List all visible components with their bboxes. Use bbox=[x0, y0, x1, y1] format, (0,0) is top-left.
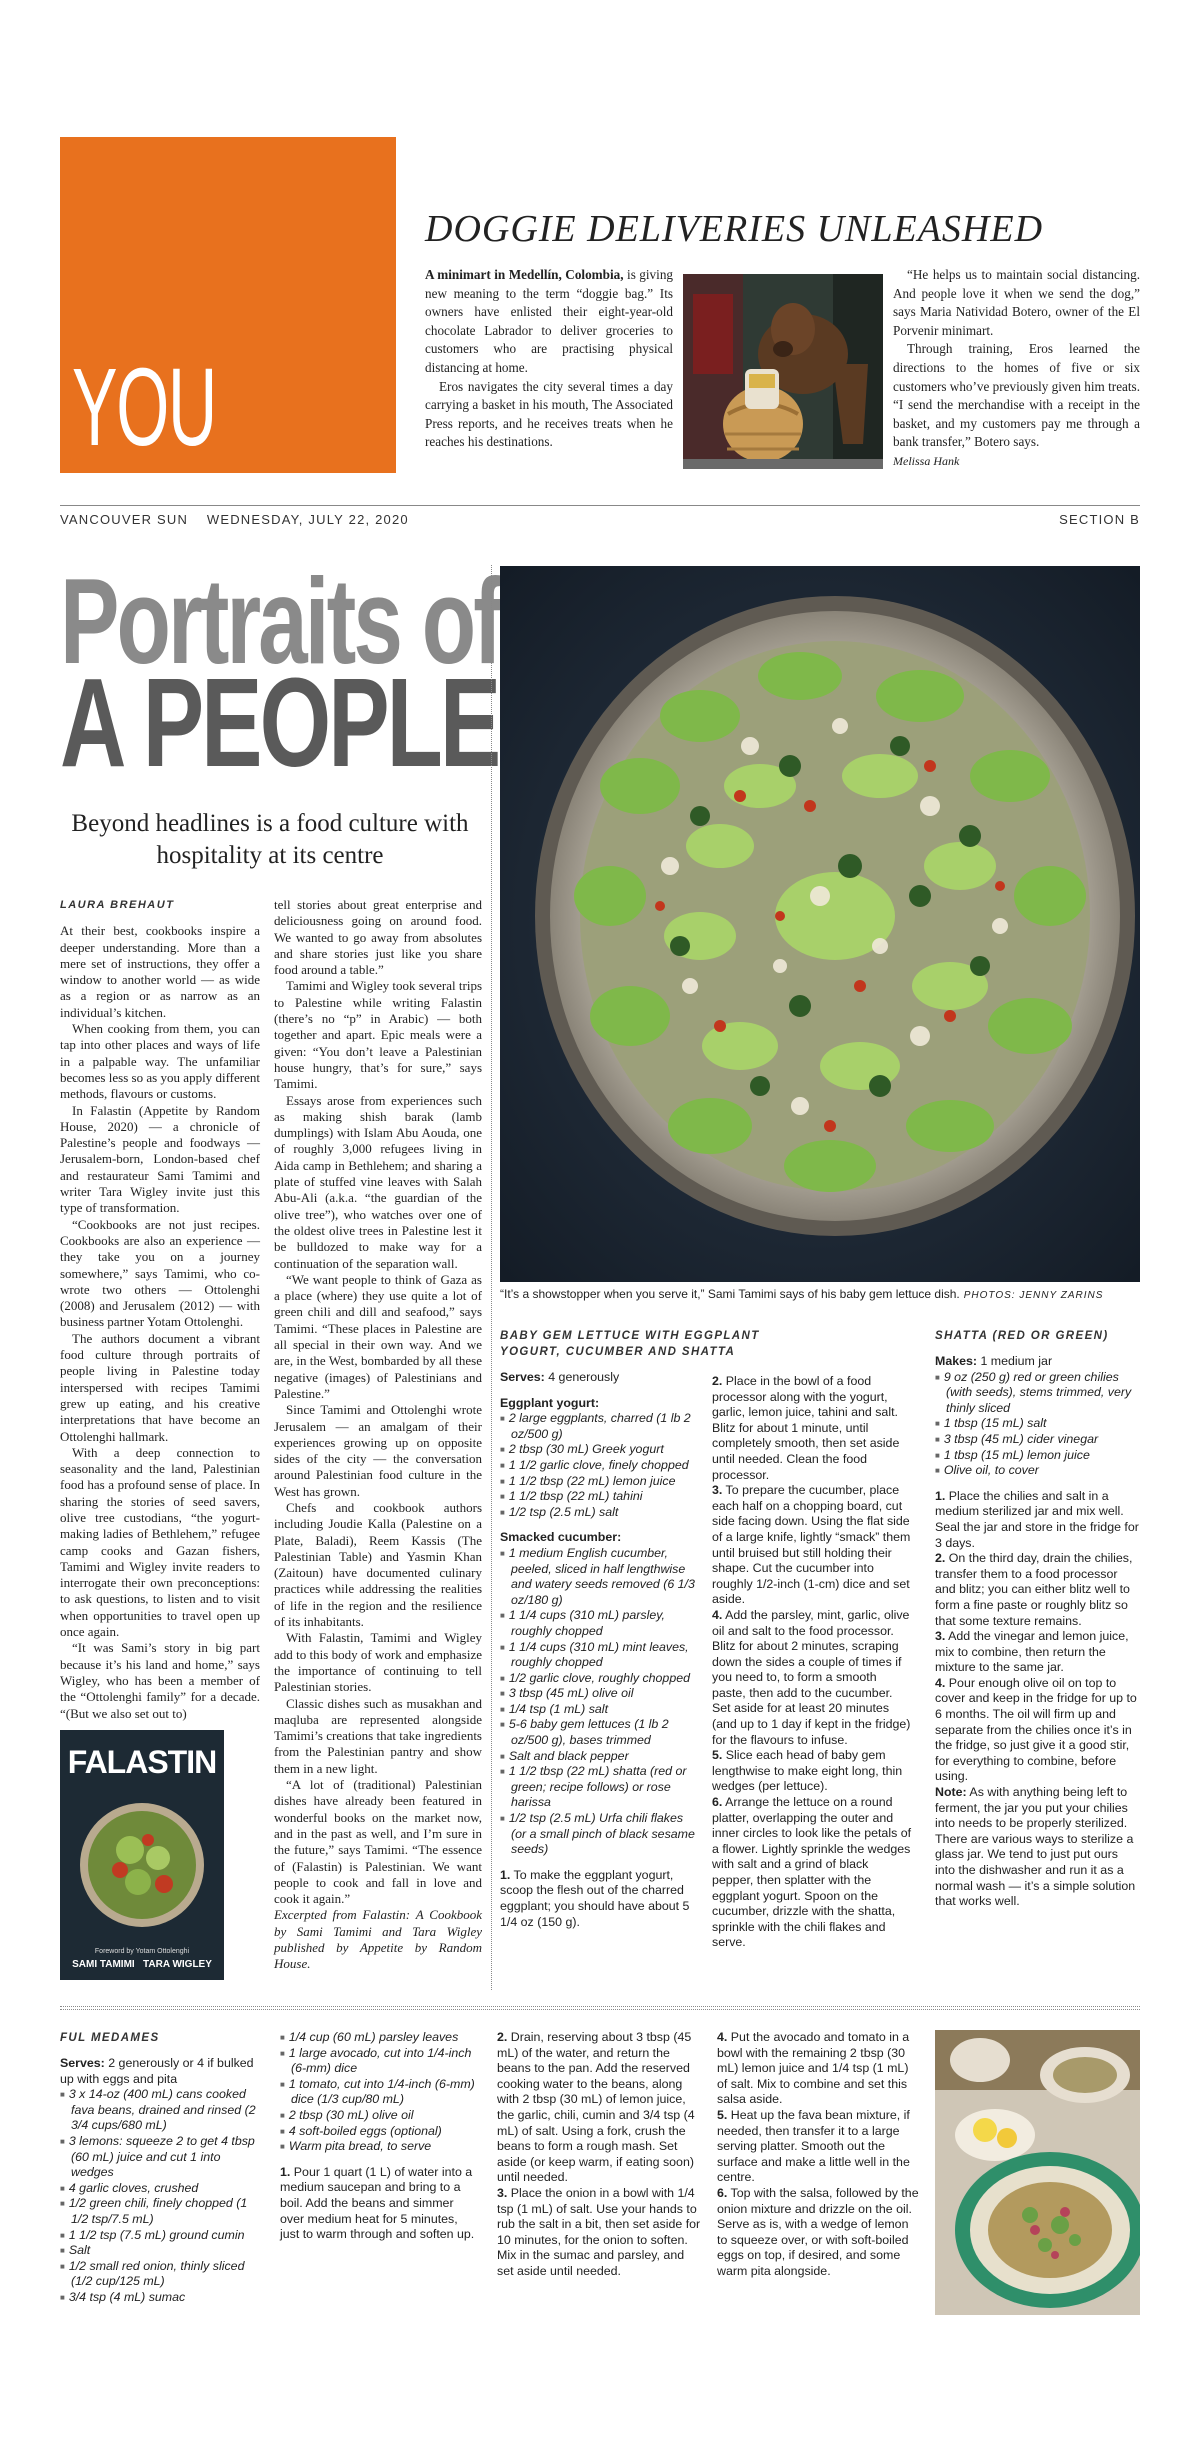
book-foreword: Foreword by Yotam Ottolenghi bbox=[94, 1948, 190, 1955]
step-number: 2. bbox=[497, 2030, 508, 2044]
article-column-1-body bbox=[60, 923, 260, 1722]
photo-caption bbox=[500, 1287, 1140, 1301]
recipe-1-column-2 bbox=[712, 1374, 912, 1951]
issue-date: WEDNESDAY, JULY 22, 2020 bbox=[206, 512, 409, 527]
step-text: Drain, reserving about 3 tbsp (45 mL) of the water, and return the beans to the pan. Add the reserved cooking water to the beans, along with 2 tbsp (30 mL) of lemon juice, the garlic, chili, cumin and 3/4 tsp (4 mL) of salt. Using a fork, crush the beans to form a rough mash. Set aside (or keep warm, if eating soon) until needed. bbox=[497, 2030, 695, 2185]
brief-text: is giving new meaning to the term “doggie bag.” Its owners have enlisted their eight-year-old chocolate Labrador to deliver groceries to customers who are practising physical distancing at home. bbox=[425, 267, 674, 375]
section-divider bbox=[60, 2006, 1140, 2010]
article-paragraph: “A lot of (traditional) Palestinian dishes have already been featured in wonderful books on the market now, and in the past as well, and I’m sure in the future,” says Tamimi. “The essence of (Falastin) is Palestinian. We want people to cook and fall in love and cook it again.” bbox=[274, 1777, 482, 1907]
article-paragraph: When cooking from them, you can tap into other places and ways of life in a palpable way. The unfamiliar becomes less so as you apply different methods, flavours or customs. bbox=[60, 1021, 260, 1102]
step-text: To prepare the cucumber, place each half on a chopping board, cut side facing down. Using the flat side of a large knife, lightly “smack” them until bruised but still holding their shape. Cut the cucumber into roughly 1/2-inch (1-cm) dice and set aside. bbox=[712, 1483, 911, 1607]
ingredient-item: ■ 1 large avocado, cut into 1/4-inch (6-mm) dice bbox=[280, 2046, 480, 2077]
ingredient-item: ■ Salt and black pepper bbox=[500, 1749, 700, 1765]
ingredient-item: ■ 2 tbsp (30 mL) olive oil bbox=[280, 2108, 480, 2124]
ingredient-item: ■ 3 lemons: squeeze 2 to get 4 tbsp (60 mL) juice and cut 1 into wedges bbox=[60, 2134, 265, 2181]
recipe-1-ingredients-1 bbox=[500, 1411, 700, 1520]
recipe-1-serves: Serves: 4 generously bbox=[500, 1370, 620, 1384]
brief-paragraph: “He helps us to maintain social distancing. And people love it when we send the dog,” says Maria Natividad Botero, owner of the El Porvenir minimart. bbox=[893, 267, 1140, 338]
recipe-step bbox=[712, 1748, 912, 1795]
recipe-step bbox=[712, 1483, 912, 1608]
recipe-1-ingredients-2 bbox=[500, 1546, 700, 1858]
ingredient-item: ■ 1 1/4 cups (310 mL) parsley, roughly chopped bbox=[500, 1608, 700, 1639]
brief-column-1 bbox=[425, 266, 673, 452]
article-paragraph: “We want people to think of Gaza as a place (where) they use quite a lot of green chili and dill and seafood,” says Tamimi. “These places in Palestine are all special in their own way. And we are, in the West, bombarded by all these negative (images) of Palestinians and Palestine.” bbox=[274, 1271, 482, 1401]
recipe-1-title: BABY GEM LETTUCE WITH EGGPLANT YOGURT, CUCUMBER AND SHATTA bbox=[500, 1330, 760, 1358]
article-paragraph: Chefs and cookbook authors including Joudie Kalla (Palestine on a Plate, Baladi), Reem Kassis (The Palestinian Table) and Yasmin Khan (Zaitoun) have documented culinary practices while addressing the realities of life in the region and the resilience of its inhabitants. bbox=[274, 1499, 482, 1630]
recipe-step bbox=[497, 2186, 702, 2280]
step-number: 5. bbox=[712, 1748, 723, 1763]
recipe-step bbox=[935, 1676, 1140, 1785]
recipe-step bbox=[935, 1489, 1140, 1551]
article-paragraph: Tamimi and Wigley took several trips to Palestine while writing Falastin (there’s no “p” in Arabic) — both together and apart. Epic meals were a given: “You don’t leave a Palestinian house hungry, that’s for sure,” says Tamimi. bbox=[274, 978, 482, 1092]
step-text: Heat up the fava bean mixture, if needed, then transfer it to a large serving platter. Smooth out the surface and make a little well in the centre. bbox=[717, 2107, 910, 2185]
article-column-2-body bbox=[274, 897, 482, 1907]
ingredient-item: ■ 1 tbsp (15 mL) lemon juice bbox=[935, 1448, 1140, 1464]
ingredient-item: ■ 3 tbsp (45 mL) olive oil bbox=[500, 1686, 700, 1702]
ingredient-item: ■ 1/2 small red onion, thinly sliced (1/2 cup/125 mL) bbox=[60, 2259, 265, 2290]
column-rule bbox=[491, 565, 492, 1990]
book-title: FALASTIN bbox=[67, 1744, 217, 1780]
paper-name: VANCOUVER SUN bbox=[60, 512, 189, 527]
article-paragraph: “Cookbooks are not just recipes. Cookbooks are also an experience — they take you on a journey somewhere,” says Tamimi, who co-wrote two others — Ottolenghi (2008) and Jerusalem (2012) — with business partner Yotam Ottolenghi. bbox=[60, 1216, 260, 1330]
ingredient-item: ■ 5-6 baby gem lettuces (1 lb 2 oz/500 g), bases trimmed bbox=[500, 1717, 700, 1748]
book-authors: SAMI TAMIMI TARA WIGLEY bbox=[72, 1959, 212, 1970]
section-label: YOU bbox=[72, 346, 217, 469]
ingredient-item: ■ 1/4 tsp (1 mL) salt bbox=[500, 1702, 700, 1718]
ingredient-item: ■ 1 medium English cucumber, peeled, sliced in half lengthwise and watery seeds removed (6 1/3 oz/180 g) bbox=[500, 1546, 700, 1608]
step-text: Add the vinegar and lemon juice, mix to combine, then return the mixture to the same jar. bbox=[935, 1629, 1129, 1675]
article-paragraph: With a deep connection to seasonality and the land, Palestinian food has a profound sense of place. In sharing the stories of seed savers, olive tree custodians, “the yogurt-making ladies of Bethlehem,” refugee camp cooks and Gazan fishers, Tamimi and Wigley invite readers to interrogate their own preconceptions: to ask questions, to listen and to visit when opportunities to travel open up once again. bbox=[60, 1444, 260, 1640]
step-number: 4. bbox=[712, 1607, 723, 1622]
recipe-3-column-1 bbox=[60, 2030, 265, 2306]
ingredient-item: ■ Warm pita bread, to serve bbox=[280, 2139, 480, 2155]
recipe-2-column bbox=[935, 1328, 1140, 1910]
section-name: SECTION B bbox=[1059, 512, 1140, 527]
brief-text: Eros navigates the city several times a day carrying a basket in his mouth, The Associated Press reports, and he receives treats when he reaches his destinations. bbox=[425, 378, 673, 450]
ingredient-item: ■ 1/2 tsp (2.5 mL) Urfa chili flakes (or a small pinch of black sesame seeds) bbox=[500, 1811, 700, 1858]
article-paragraph: In Falastin (Appetite by Random House, 2020) — a chronicle of Palestine’s people and foodways — Jerusalem-born, London-based chef and restaurateur Sami Tamimi and writer Tara Wigley invite just this type of transformation. bbox=[60, 1102, 260, 1216]
ingredient-item: ■ 1 1/2 tsp (7.5 mL) ground cumin bbox=[60, 2228, 265, 2244]
article-paragraph: Essays arose from experiences such as making shish barak (lamb dumplings) with Islam Abu Aouda, one of roughly 3,000 refugees living in Aida camp in Bethlehem; and sharing a plate of stuffed vine leaves with Salah Abu-Ali (a.k.a. “the guardian of the olive tree”), who watches over one of the oldest olive trees in Palestine lest it be bulldozed to make way for a continuation of the separation wall. bbox=[274, 1092, 482, 1271]
step-text: On the third day, drain the chilies, transfer them to a food processor and blitz; you can either blitz well to form a fine paste or roughly blitz so that some texture remains. bbox=[935, 1551, 1133, 1628]
ingredient-item: ■ 1/2 tsp (2.5 mL) salt bbox=[500, 1505, 700, 1521]
brief-column-2 bbox=[893, 266, 1140, 471]
recipe-step bbox=[717, 2186, 922, 2280]
brief-paragraph bbox=[425, 266, 673, 378]
brief-paragraph bbox=[425, 378, 673, 452]
step-number: 6. bbox=[717, 2185, 728, 2200]
ful-medames-image bbox=[935, 2030, 1140, 2315]
ingredient-item: ■ Olive oil, to cover bbox=[935, 1463, 1140, 1479]
byline: LAURA BREHAUT bbox=[60, 899, 175, 911]
recipe-1-column-1 bbox=[500, 1328, 760, 1930]
baby-gem-lettuce-dish-image bbox=[500, 566, 1140, 1282]
step-text: Arrange the lettuce on a round platter, overlapping the outer and inner circles to look like the petals of a flower. Lightly sprinkle the wedges with salt and a grind of black pepper, then splatter with the eggplant yogurt. Spoon on the cucumber, drizzle with the shatta, sprinkle with the chili flakes and serve. bbox=[712, 1795, 912, 1950]
recipe-3-ingredients-1 bbox=[60, 2087, 265, 2305]
article-paragraph: Since Tamimi and Ottolenghi wrote Jerusalem — an amalgam of their experiences growing up on opposite sides of the city — the conversation around Palestinian food culture in the West has grown. bbox=[274, 1402, 482, 1499]
step-number: 4. bbox=[717, 2030, 728, 2044]
ingredient-item: ■ 3/4 tsp (4 mL) sumac bbox=[60, 2290, 265, 2306]
recipe-step bbox=[712, 1374, 912, 1483]
dog-with-basket-image bbox=[683, 274, 883, 469]
brief-lead: A minimart in Medellín, Colombia, bbox=[425, 267, 624, 282]
recipe-step bbox=[935, 1629, 1140, 1676]
ingredient-item: ■ 3 tbsp (45 mL) cider vinegar bbox=[935, 1432, 1140, 1448]
headline-line-2: A PEOPLE bbox=[60, 652, 499, 793]
ingredient-item: ■ 4 soft-boiled eggs (optional) bbox=[280, 2124, 480, 2140]
step-number: 2. bbox=[712, 1374, 723, 1388]
step-number: 4. bbox=[935, 1675, 946, 1690]
salad-photo bbox=[500, 566, 1140, 1282]
article-paragraph: The authors document a vibrant food culture through portraits of people living in Palestine today interspersed with recipes Tamimi grew up eating, and his creative interpretations that have become an Ottolenghi hallmark. bbox=[60, 1330, 260, 1444]
ingredient-item: ■ 2 tbsp (30 mL) Greek yogurt bbox=[500, 1442, 700, 1458]
step-text: Top with the salsa, followed by the onion mixture and drizzle on the oil. Serve as is, with a wedge of lemon to squeeze over, or with soft-boiled eggs on top, if desired, and some warm pita alongside. bbox=[717, 2185, 919, 2278]
recipe-step bbox=[935, 1551, 1140, 1629]
ingredient-item: ■ 1 1/2 tbsp (22 mL) shatta (red or green; recipe follows) or rose harissa bbox=[500, 1764, 700, 1811]
ingredient-item: ■ Salt bbox=[60, 2243, 265, 2259]
article-paragraph: With Falastin, Tamimi and Wigley add to this body of work and emphasize the importance of continuing to tell Palestinian stories. bbox=[274, 1630, 482, 1695]
ingredient-item: ■ 1 1/2 tbsp (22 mL) tahini bbox=[500, 1489, 700, 1505]
ingredient-item: ■ 1/2 green chili, finely chopped (1 1/2 tsp/7.5 mL) bbox=[60, 2196, 265, 2227]
brief-headline: DOGGIE DELIVERIES UNLEASHED bbox=[425, 208, 1044, 250]
step-number: 2. bbox=[935, 1551, 946, 1566]
article-paragraph: “It was Sami’s story in big part because it’s his land and home,” says Wigley, who has been a member of the “Ottolenghi family” for a decade. “(But we also set out to) bbox=[60, 1640, 260, 1721]
step-number: 3. bbox=[712, 1483, 723, 1498]
ingredient-item: ■ 1 1/2 garlic clove, finely chopped bbox=[500, 1458, 700, 1474]
recipe-2-steps bbox=[935, 1489, 1140, 1785]
excerpt-note: Excerpted from Falastin: A Cookbook by Sami Tamimi and Tara Wigley published by Appetite by Random House. bbox=[274, 1907, 482, 1972]
article-paragraph: Classic dishes such as musakhan and maqluba are represented alongside Tamimi’s creations that take ingredients from the Palestinian pantry and show them in a new light. bbox=[274, 1695, 482, 1776]
headline-line-1: Portraits of bbox=[60, 553, 501, 689]
recipe-3-column-3 bbox=[497, 2030, 702, 2280]
step-text: Place the onion in a bowl with 1/4 tsp (1 mL) of salt. Use your hands to rub the salt in a bit, then set aside for 10 minutes, for the onion to soften. Mix in the sumac and parsley, and set aside until needed. bbox=[497, 2185, 701, 2278]
article-paragraph: tell stories about great enterprise and deliciousness going on around food. We wanted to go away from absolutes and share stories just like you share food around a table.” bbox=[274, 897, 482, 978]
ingredient-item: ■ 4 garlic cloves, crushed bbox=[60, 2181, 265, 2197]
ingredient-item: ■ 9 oz (250 g) red or green chilies (with seeds), stems trimmed, very thinly sliced bbox=[935, 1370, 1140, 1417]
recipe-step bbox=[717, 2108, 922, 2186]
ingredient-item: ■ 1 1/4 cups (310 mL) mint leaves, roughly chopped bbox=[500, 1640, 700, 1671]
article-paragraph: At their best, cookbooks inspire a deeper understanding. More than a mere set of instructions, they offer a window to another world — as wide as a region or as narrow as an individual’s kitchen. bbox=[60, 923, 260, 1020]
brief-credit: Melissa Hank bbox=[893, 453, 960, 468]
deck: Beyond headlines is a food culture with hospitality at its centre bbox=[71, 810, 469, 869]
recipe-3-step-1: 1. Pour 1 quart (1 L) of water into a medium saucepan and bring to a boil. Add the beans and simmer over medium heat for 5 minutes, just to warm through and soften up. bbox=[280, 2164, 475, 2242]
ingredient-item: ■ 1/2 garlic clove, roughly chopped bbox=[500, 1671, 700, 1687]
recipe-3-column-4 bbox=[717, 2030, 922, 2280]
folio-bar bbox=[60, 505, 1140, 531]
step-text: Pour enough olive oil on top to cover and keep in the fridge for up to 6 months. The oil will firm up and separate from the chilies once it’s in the fridge, so just give it a good stir, for everything to combine, before using. bbox=[935, 1675, 1137, 1784]
dog-photo bbox=[683, 274, 883, 469]
caption-text: “It’s a showstopper when you serve it,” Sami Tamimi says of his baby gem lettuce dish. bbox=[500, 1287, 960, 1301]
step-text: Put the avocado and tomato in a bowl with the remaining 2 tbsp (30 mL) lemon juice and 1/4 tsp (1 mL) of salt. Mix to combine and set this salsa aside. bbox=[717, 2030, 910, 2107]
ingredient-item: ■ 3 x 14-oz (400 mL) cans cooked fava beans, drained and rinsed (2 3/4 cups/680 mL) bbox=[60, 2087, 265, 2134]
article-column-1 bbox=[60, 897, 260, 1722]
book-cover bbox=[60, 1730, 224, 1980]
step-number: 3. bbox=[935, 1629, 946, 1644]
recipe-3-serves: Serves: 2 generously or 4 if bulked up with eggs and pita bbox=[60, 2056, 254, 2086]
recipe-2-note: Note: As with anything being left to ferment, the jar you put your chilies into needs to be properly sterilized. There are various ways to sterilize a glass jar. We tend to just put ours into the dishwasher and run it as a normal wash — it’s a simple solution that works well. bbox=[935, 1785, 1136, 1909]
step-text: Add the parsley, mint, garlic, olive oil and salt to the food processor. Blitz for about 2 minutes, scraping down the sides a couple of times if you need to, to form a smooth paste, then add to the cucumber. Set aside for at least 20 minutes (and up to 1 day if kept in the fridge) for the flavours to infuse. bbox=[712, 1607, 911, 1747]
step-text: Place in the bowl of a food processor along with the yogurt, garlic, lemon juice, tahini and salt. Blitz for about 1 minute, until completely smooth, then set aside until needed. Clean the food processor. bbox=[712, 1374, 900, 1482]
recipe-2-makes: Makes: 1 medium jar bbox=[935, 1354, 1053, 1368]
recipe-step bbox=[497, 2030, 702, 2186]
recipe-step bbox=[717, 2030, 922, 2108]
ingredient-item: ■ 2 large eggplants, charred (1 lb 2 oz/500 g) bbox=[500, 1411, 700, 1442]
step-number: 3. bbox=[497, 2185, 508, 2200]
step-text: Place the chilies and salt in a medium sterilized jar and mix well. Seal the jar and store in the fridge for 3 days. bbox=[935, 1488, 1139, 1550]
recipe-3-ingredients-2 bbox=[280, 2030, 480, 2155]
recipe-step bbox=[712, 1608, 912, 1748]
recipe-3-column-2 bbox=[280, 2030, 480, 2243]
step-number: 5. bbox=[717, 2107, 728, 2122]
recipe-1-subhead-1: Eggplant yogurt: bbox=[500, 1395, 600, 1410]
section-label-box bbox=[60, 137, 396, 473]
article-column-2 bbox=[274, 897, 482, 1973]
step-number: 1. bbox=[935, 1488, 946, 1503]
brief-paragraph: Through training, Eros learned the directions to the homes of five or six customers who’ve previously given him treats. “I send the merchandise with a receipt in the basket, and my customers pay me through a bank transfer,” Botero says. bbox=[893, 341, 1140, 450]
ingredient-item: ■ 1 1/2 tbsp (22 mL) lemon juice bbox=[500, 1474, 700, 1490]
step-number: 6. bbox=[712, 1795, 723, 1810]
recipe-1-subhead-2: Smacked cucumber: bbox=[500, 1530, 622, 1545]
ful-medames-photo bbox=[935, 2030, 1140, 2315]
recipe-2-title: SHATTA (RED OR GREEN) bbox=[935, 1330, 1109, 1342]
ingredient-item: ■ 1 tomato, cut into 1/4-inch (6-mm) dice (1/3 cup/80 mL) bbox=[280, 2077, 480, 2108]
step-text: Slice each head of baby gem lengthwise to make eight long, thin wedges (per lettuce). bbox=[712, 1748, 903, 1794]
ingredient-item: ■ 1/4 cup (60 mL) parsley leaves bbox=[280, 2030, 480, 2046]
recipe-1-step-1: 1. To make the eggplant yogurt, scoop the flesh out of the charred eggplant; you should have about 5 1/4 oz (150 g). bbox=[500, 1867, 690, 1929]
ingredient-item: ■ 1 tbsp (15 mL) salt bbox=[935, 1416, 1140, 1432]
recipe-step bbox=[712, 1795, 912, 1951]
recipe-3-title: FUL MEDAMES bbox=[60, 2032, 160, 2044]
recipe-2-ingredients bbox=[935, 1370, 1140, 1479]
photo-credit: PHOTOS: JENNY ZARINS bbox=[963, 1290, 1104, 1301]
